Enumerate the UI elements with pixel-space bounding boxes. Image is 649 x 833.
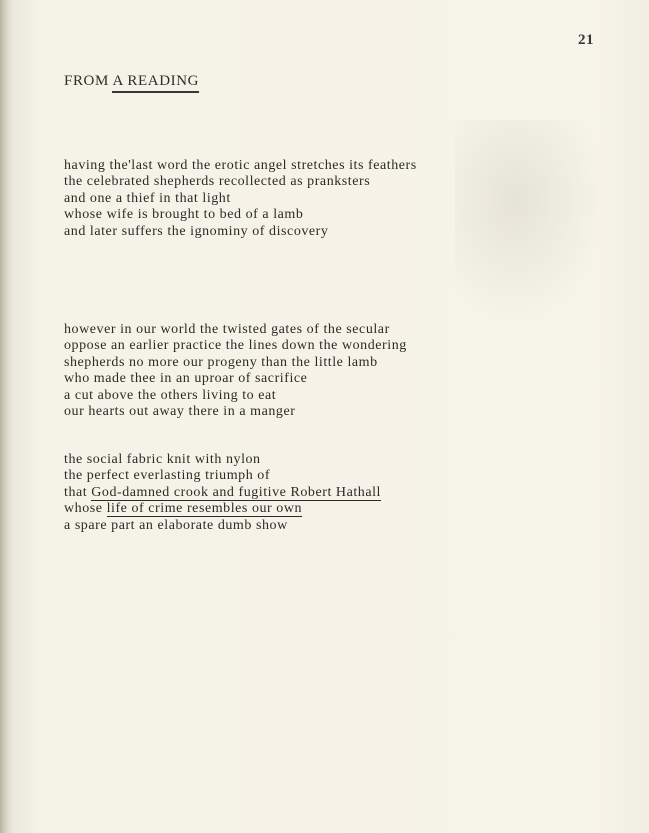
- poem-line: our hearts out away there in a manger: [64, 404, 296, 420]
- stanza-3: [64, 452, 381, 534]
- underlined-phrase: life of crime resembles our own: [106, 501, 303, 517]
- page-number: 21: [578, 32, 594, 48]
- poem-line-underlined: [64, 501, 381, 517]
- poem-line: the social fabric knit with nylon: [64, 452, 261, 467]
- poem-line: a cut above the others living to eat: [64, 387, 277, 403]
- poem-line: who made thee in an uproar of sacrifice: [64, 371, 308, 387]
- show-through-bleed: [455, 120, 605, 320]
- poem-heading: [64, 73, 199, 90]
- poem-line: the celebrated shepherds recollected as pranksters: [64, 174, 371, 190]
- poem-line: and one a thief in that light: [64, 190, 231, 206]
- poem-line: a spare part an elaborate dumb show: [64, 517, 288, 533]
- poem-line-underlined: [64, 485, 381, 501]
- line-prefix: that: [64, 484, 92, 500]
- stanza-1: [64, 158, 417, 240]
- heading-prefix: FROM: [64, 73, 113, 89]
- line-prefix: whose: [64, 501, 107, 517]
- poem-line: oppose an earlier practice the lines down the wondering: [64, 338, 407, 354]
- underlined-phrase: God-damned crook and fugitive Robert Hathall: [91, 484, 381, 500]
- poem-line: whose wife is brought to bed of a lamb: [64, 207, 304, 223]
- poem-line: having the'last word the erotic angel stretches its feathers: [64, 158, 417, 173]
- poem-line: however in our world the twisted gates of the secular: [64, 322, 390, 337]
- poem-line: and later suffers the ignominy of discovery: [64, 223, 329, 239]
- poem-line: shepherds no more our progeny than the little lamb: [64, 354, 378, 370]
- poem-line: the perfect everlasting triumph of: [64, 468, 271, 484]
- binding-gutter-shadow: [0, 0, 10, 833]
- heading-title: A READING: [112, 73, 199, 93]
- stanza-2: [64, 322, 407, 420]
